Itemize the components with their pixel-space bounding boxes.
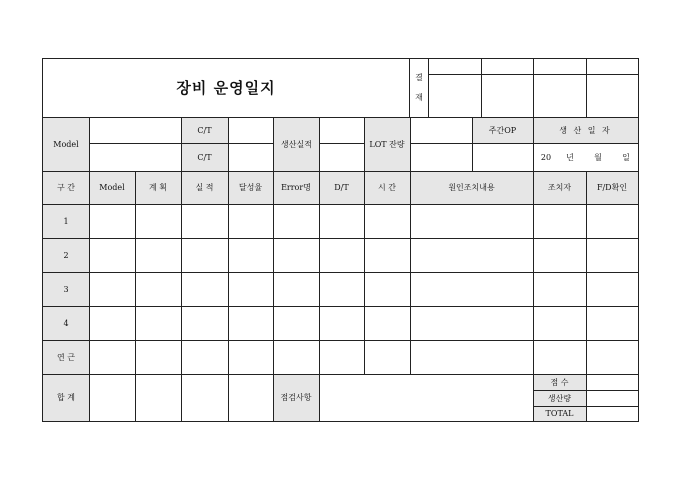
grid-line: [228, 117, 229, 172]
column-header-cause-action: 원인조치내용: [448, 183, 495, 192]
grid-line: [364, 171, 365, 375]
grid-line: [586, 374, 587, 422]
grid-line: [42, 374, 639, 375]
grid-line: [410, 171, 411, 375]
production-date-label: 생 산 일 자: [559, 125, 612, 135]
grid-line: [273, 171, 274, 375]
total-summary-label: TOTAL: [545, 409, 574, 418]
grid-line: [89, 171, 90, 375]
total-label: 합 계: [57, 393, 75, 402]
grid-line: [638, 58, 639, 422]
grid-line: [319, 374, 320, 422]
grid-line: [533, 58, 534, 118]
column-header-model: Model: [99, 183, 125, 192]
grid-line: [273, 117, 274, 172]
column-header-fd-check: F/D확인: [596, 183, 628, 192]
grid-line: [319, 143, 365, 144]
production-qty-label: 생산량: [547, 393, 572, 403]
grid-line: [42, 306, 639, 307]
grid-line: [428, 74, 639, 75]
date-day-unit: 일: [622, 152, 630, 162]
approval-label-bottom: 재: [415, 92, 423, 102]
grid-line: [42, 238, 639, 239]
grid-line: [89, 117, 90, 172]
ct-label-bottom: C/T: [197, 152, 212, 162]
grid-line: [181, 171, 182, 375]
grid-line: [42, 171, 639, 172]
grid-line: [42, 117, 639, 118]
approval-label: [410, 58, 428, 117]
date-year-unit: 년: [566, 152, 574, 162]
grid-line: [586, 58, 587, 118]
grid-line: [533, 374, 534, 422]
grid-line: [409, 58, 410, 118]
grid-line: [135, 171, 136, 375]
grid-line: [319, 117, 320, 172]
inspection-count-label: 점 수: [550, 377, 569, 387]
row-label: 연 근: [57, 352, 75, 362]
approval-label-top: 결: [415, 72, 423, 82]
ct-label-top: C/T: [197, 125, 212, 135]
grid-line: [89, 374, 90, 422]
grid-line: [181, 117, 182, 172]
production-result-label: 생산실적: [281, 139, 312, 149]
grid-line: [89, 143, 274, 144]
grid-line: [533, 390, 639, 391]
grid-line: [533, 406, 639, 407]
column-header-section: 구 간: [57, 183, 75, 192]
grid-line: [481, 58, 482, 118]
form-title: 장비 운영일지: [176, 79, 276, 97]
date-year: 20: [540, 152, 552, 162]
grid-line: [273, 374, 274, 422]
grid-line: [319, 171, 320, 375]
row-label: 3: [63, 284, 69, 294]
column-header-downtime: D/T: [334, 183, 349, 192]
grid-line: [586, 171, 587, 375]
inspection-notes-label: 점검사항: [280, 393, 312, 402]
grid-line: [228, 374, 229, 422]
column-header-error-name: Error명: [281, 183, 311, 192]
column-header-achievement-rate: 달성율: [238, 183, 263, 192]
grid-line: [410, 117, 411, 172]
grid-line: [42, 340, 639, 341]
grid-line: [364, 117, 365, 172]
grid-line: [410, 143, 639, 144]
row-label: 2: [63, 250, 69, 260]
grid-line: [42, 58, 43, 422]
column-header-responder: 조치자: [547, 183, 572, 192]
date-month-unit: 월: [594, 152, 602, 162]
grid-line: [135, 374, 136, 422]
grid-line: [42, 204, 639, 205]
grid-line: [181, 374, 182, 422]
column-header-plan: 계 획: [149, 183, 167, 192]
grid-line: [42, 421, 639, 422]
weekly-op-label: 주간OP: [488, 125, 517, 135]
grid-line: [472, 117, 473, 172]
row-label: 4: [63, 318, 69, 328]
column-header-time: 시 간: [378, 183, 396, 192]
column-header-actual: 실 적: [195, 183, 214, 192]
grid-line: [42, 272, 639, 273]
grid-line: [228, 171, 229, 375]
row-label: 1: [63, 216, 69, 226]
grid-line: [533, 117, 534, 172]
grid-line: [428, 58, 429, 118]
grid-line: [533, 171, 534, 375]
lot-remaining-label: LOT 잔량: [369, 139, 405, 149]
grid-line: [42, 58, 639, 59]
model-label: Model: [53, 139, 79, 149]
